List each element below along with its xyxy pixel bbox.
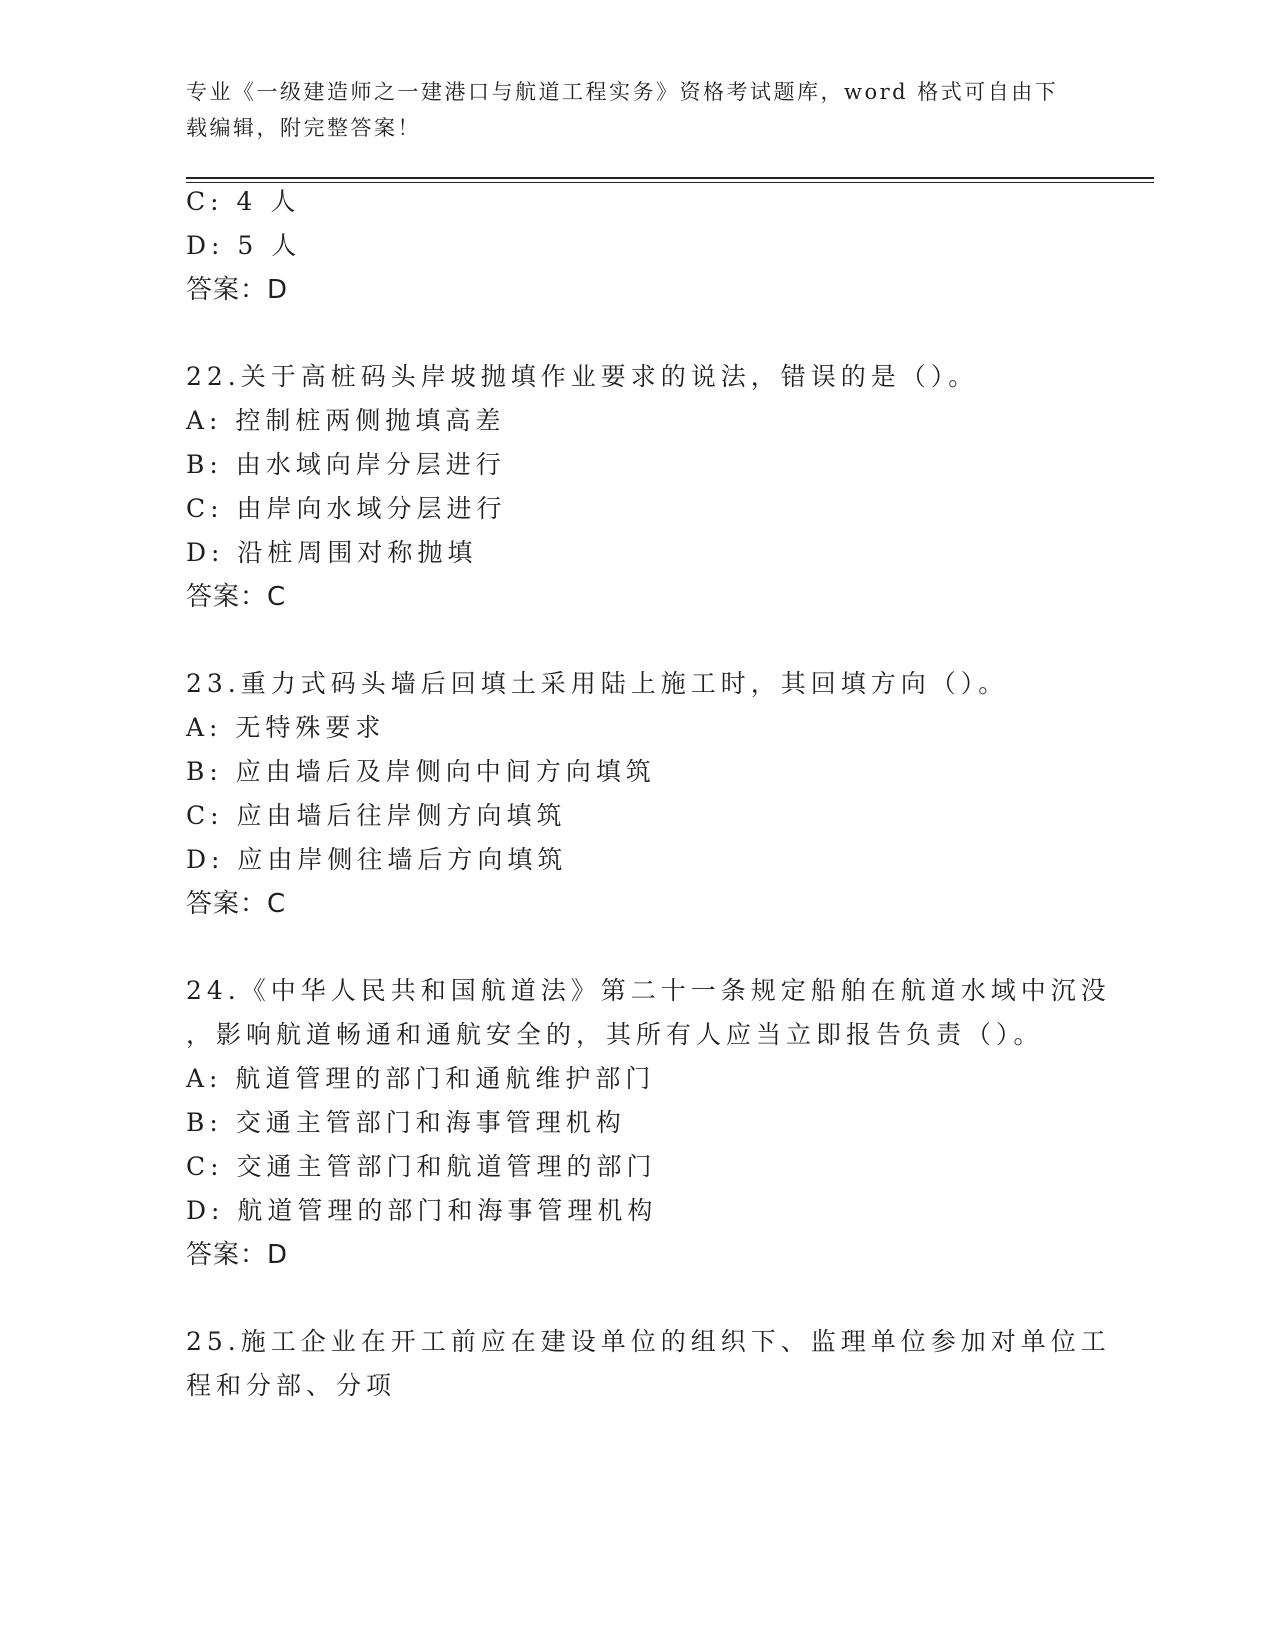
question-22-answer: 答案：C [186, 582, 287, 612]
question-22-option-a: A: 控制桩两侧抛填高差 [186, 406, 506, 435]
question-24-answer: 答案：D [186, 1240, 289, 1270]
question-24-stem-line-1: 24.《中华人民共和国航道法》第二十一条规定船舶在航道水域中沉没 [186, 976, 1111, 1005]
question-25-stem-line-2: 程和分部、分项 [186, 1371, 397, 1400]
option-c: C: 4 人 [186, 187, 301, 216]
question-24-option-d: D: 航道管理的部门和海事管理机构 [186, 1196, 658, 1225]
question-24-option-a: A: 航道管理的部门和通航维护部门 [186, 1064, 656, 1093]
question-23-answer: 答案：C [186, 889, 287, 919]
question-25-stem-line-1: 25.施工企业在开工前应在建设单位的组织下、监理单位参加对单位工 [186, 1327, 1111, 1356]
question-24-stem-line-2: ，影响航道畅通和通航安全的，其所有人应当立即报告负责（）。 [186, 1020, 1044, 1049]
option-d: D: 5 人 [186, 231, 302, 260]
question-23-stem: 23.重力式码头墙后回填土采用陆上施工时，其回填方向（）。 [186, 669, 1009, 698]
question-23-option-c: C: 应由墙后往岸侧方向填筑 [186, 801, 567, 830]
question-23-option-d: D: 应由岸侧往墙后方向填筑 [186, 845, 568, 874]
question-24-option-c: C: 交通主管部门和航道管理的部门 [186, 1152, 657, 1181]
question-23-option-b: B: 应由墙后及岸侧向中间方向填筑 [186, 757, 656, 786]
question-22-stem: 22.关于高桩码头岸坡抛填作业要求的说法，错误的是（）。 [186, 362, 979, 391]
question-22-option-b: B: 由水域向岸分层进行 [186, 450, 506, 479]
header-divider-thin [186, 182, 1154, 183]
document-header: 专业《一级建造师之一建港口与航道工程实务》资格考试题库，word 格式可自由下载编辑，附完整答案！ [186, 80, 1059, 140]
answer-label: 答案：D [186, 275, 289, 305]
question-23-option-a: A: 无特殊要求 [186, 713, 386, 742]
question-24-option-b: B: 交通主管部门和海事管理机构 [186, 1108, 626, 1137]
header-divider-thick [186, 177, 1154, 179]
question-22-option-c: C: 由岸向水域分层进行 [186, 494, 507, 523]
question-22-option-d: D: 沿桩周围对称抛填 [186, 538, 478, 567]
